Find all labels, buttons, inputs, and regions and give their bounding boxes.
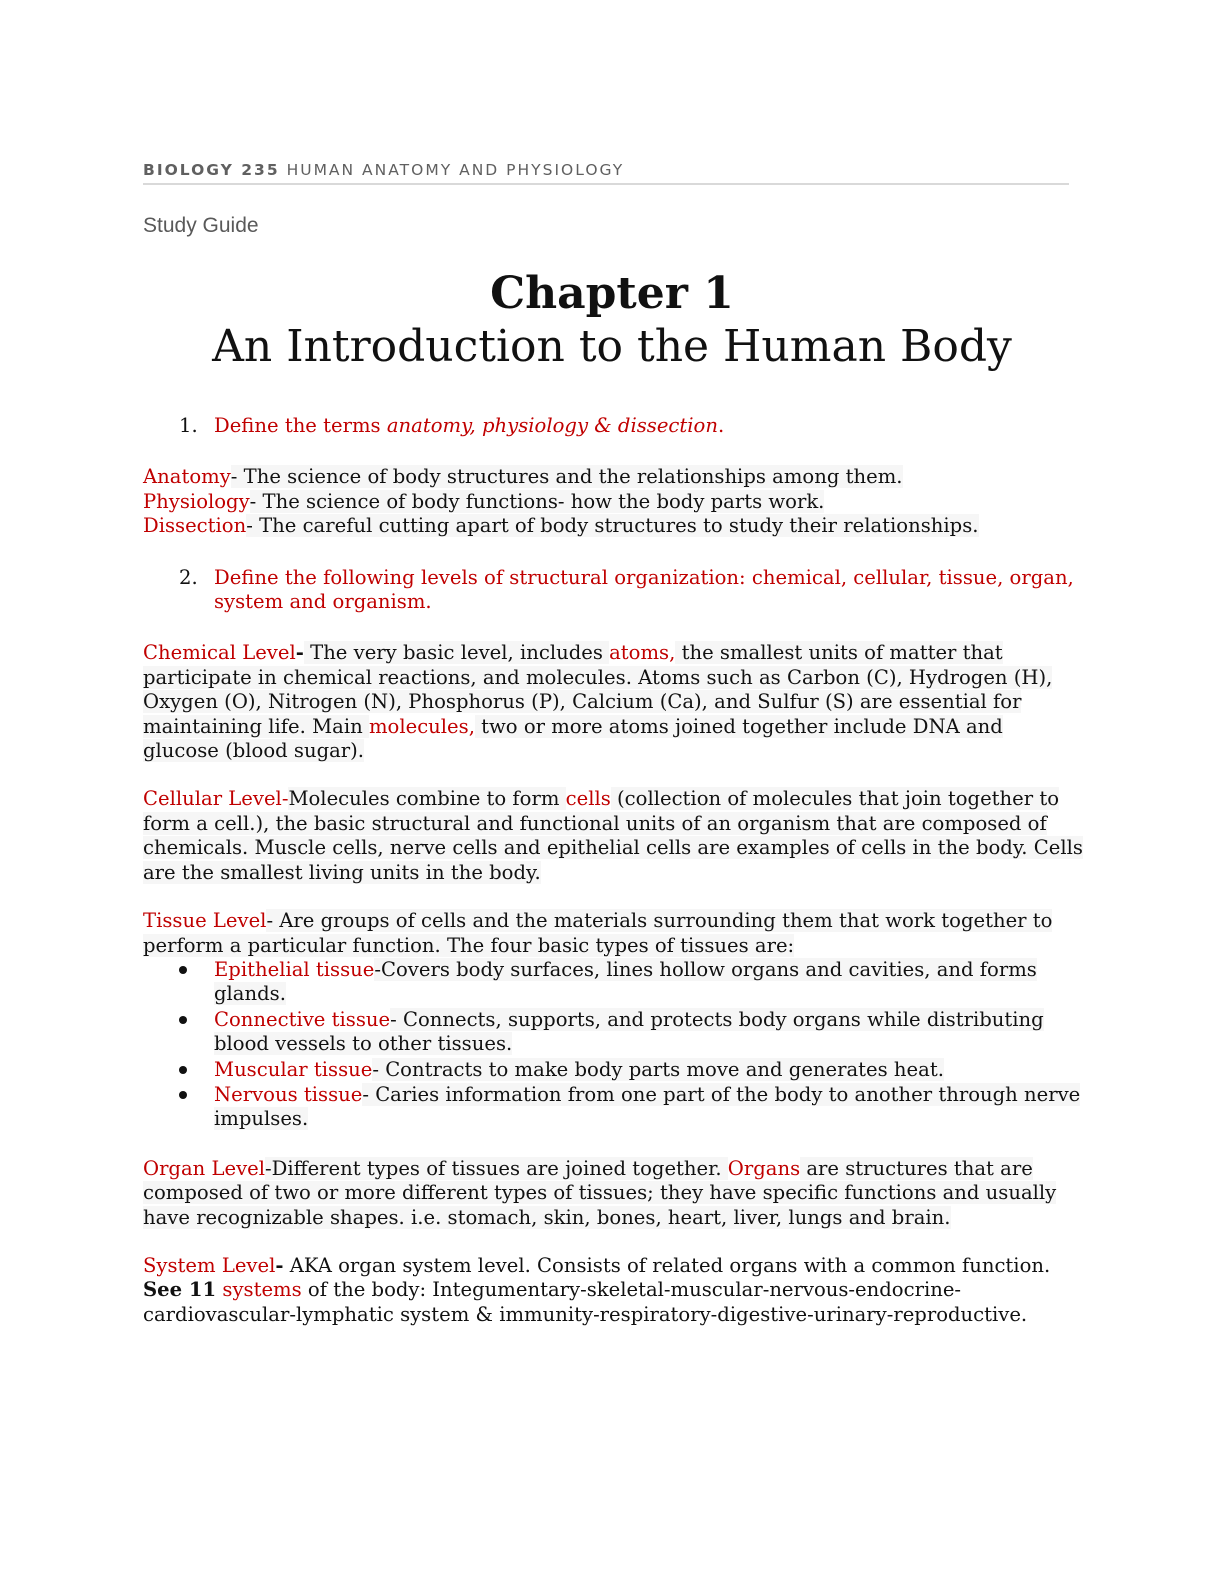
- term: Cellular Level-: [143, 787, 289, 811]
- definition-text: - The science of body functions- how the body parts work.: [249, 489, 825, 513]
- question-text-end: .: [717, 414, 725, 437]
- term: Chemical Level: [143, 641, 296, 665]
- term: Dissection: [143, 514, 247, 538]
- chemical-level-paragraph: [143, 641, 1083, 763]
- bullet-icon: [179, 1066, 187, 1074]
- item-text: - Caries information from one part of the body to another through nerve impulses.: [214, 1082, 1081, 1131]
- term: System Level: [143, 1253, 276, 1277]
- organ-level-paragraph: [143, 1157, 1083, 1230]
- paragraph-text: the smallest units of matter that participate in chemical reactions, and molecules. Atoms such as Carbon (C), Hydrogen (H), Oxygen (O), Nitrogen (N), Phosphorus (P), Calcium (Ca), and Sulfur (S) are essential for maintaining life. Main: [143, 641, 1053, 738]
- bold-text: See 11: [143, 1278, 217, 1302]
- term: Muscular tissue: [214, 1057, 373, 1081]
- paragraph-text: AKA organ system level. Consists of related organs with a common function.: [283, 1253, 1051, 1277]
- term: Epithelial tissue: [214, 957, 375, 981]
- keyword: systems: [222, 1278, 302, 1302]
- paragraph-text: - Are groups of cells and the materials surrounding them that work together to perform a particular function. The four basic types of tissues are:: [143, 909, 1053, 957]
- cellular-level-paragraph: [143, 787, 1083, 885]
- paragraph-text: Molecules combine to form: [288, 787, 566, 811]
- list-item: [143, 1008, 1083, 1057]
- question-2: [143, 566, 1083, 615]
- term-dash: -: [275, 1253, 284, 1277]
- paragraph-text: are structures that are composed of two or more different types of tissues; they have specific functions and usually have recognizable shapes. i.e. stomach, skin, bones, heart, liver, lungs and brain.: [143, 1156, 1057, 1229]
- definition-physiology: [143, 490, 1083, 514]
- paragraph-text: The very basic level, includes: [303, 641, 610, 665]
- term: Tissue Level: [143, 909, 267, 933]
- item-text: - Contracts to make body parts move and generates heat.: [372, 1057, 944, 1081]
- list-item: [143, 1083, 1083, 1132]
- term: Anatomy: [143, 465, 231, 489]
- system-level-paragraph: [143, 1254, 1083, 1327]
- tissue-types-list: [143, 958, 1083, 1132]
- question-text-italic: anatomy, physiology & dissection: [386, 414, 718, 437]
- paragraph-text: of the body: Integumentary-skeletal-muscular-nervous-endocrine-cardiovascular-lymphatic system & immunity-respiratory-digestive-urinary-reproductive.: [143, 1278, 1028, 1326]
- definition-anatomy: [143, 465, 1083, 489]
- document-subtitle: Study Guide: [143, 214, 259, 237]
- definition-dissection: [143, 514, 1083, 538]
- tissue-level-paragraph: [143, 909, 1083, 958]
- term: Organ Level: [143, 1156, 266, 1180]
- term: Physiology: [143, 489, 250, 513]
- paragraph-text: (collection of molecules that join together to form a cell.), the basic structural and functional units of an organism that are composed of chemicals. Muscle cells, nerve cells and epithelial cells are examples of cells in the body. Cells are the smallest living units in the body.: [143, 787, 1083, 884]
- item-text: -Covers body surfaces, lines hollow organs and cavities, and forms glands.: [214, 957, 1037, 1006]
- course-name: HUMAN ANATOMY AND PHYSIOLOGY: [286, 161, 625, 179]
- paragraph-text: two or more atoms joined together include DNA and glucose (blood sugar).: [143, 714, 1003, 763]
- definition-text: - The careful cutting apart of body structures to study their relationships.: [246, 514, 979, 538]
- paragraph-text: -Different types of tissues are joined together.: [265, 1156, 728, 1180]
- bullet-icon: [179, 966, 187, 974]
- term-dash: -: [295, 641, 304, 665]
- list-item: [143, 1058, 1083, 1082]
- page-header: [143, 161, 1069, 185]
- chapter-title: An Introduction to the Human Body: [212, 321, 1012, 372]
- question-number: 1.: [179, 414, 198, 437]
- question-text: Define the following levels of structural organization: chemical, cellular, tissue, organ, system and organism.: [214, 565, 1074, 614]
- keyword: cells: [565, 787, 611, 811]
- keyword: molecules,: [368, 714, 475, 738]
- bullet-icon: [179, 1091, 187, 1099]
- document-body: [143, 414, 1083, 1327]
- keyword: atoms,: [609, 641, 676, 665]
- term: Connective tissue: [214, 1007, 391, 1031]
- question-number: 2.: [179, 565, 198, 589]
- definition-text: - The science of body structures and the relationships among them.: [230, 465, 903, 489]
- bullet-icon: [179, 1016, 187, 1024]
- course-code: BIOLOGY 235: [143, 161, 280, 179]
- question-1: [143, 414, 1083, 438]
- term: Nervous tissue: [214, 1082, 363, 1106]
- chapter-number: Chapter 1: [490, 268, 734, 319]
- item-text: - Connects, supports, and protects body organs while distributing blood vessels to other tissues.: [214, 1007, 1044, 1056]
- question-text: Define the terms: [214, 414, 387, 437]
- keyword: Organs: [727, 1156, 801, 1180]
- list-item: [143, 958, 1083, 1007]
